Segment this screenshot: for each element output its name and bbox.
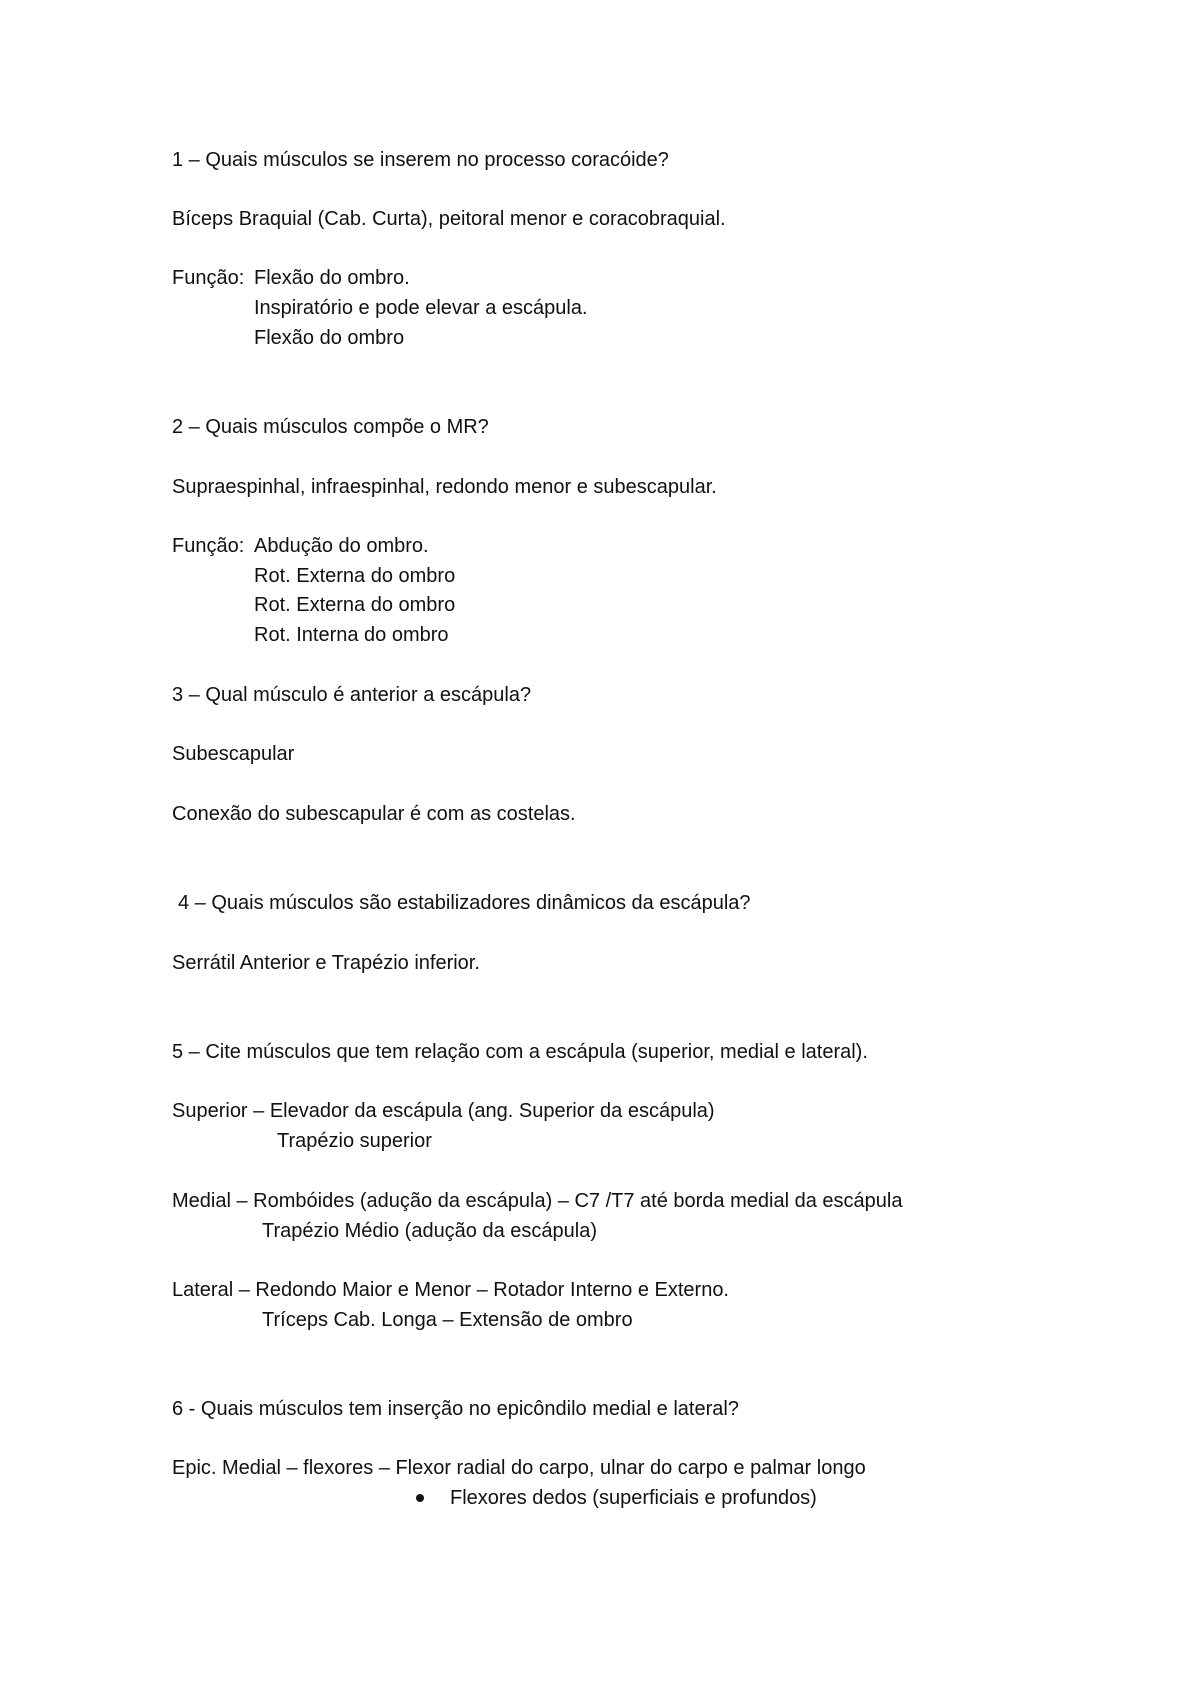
answer-2: Supraespinhal, infraespinhal, redondo menor e subescapular. [172,476,717,498]
function-2-line-2: Rot. Externa do ombro [254,565,456,587]
function-label-1: Função: [172,267,245,289]
question-6: 6 - Quais músculos tem inserção no epicôndilo medial e lateral? [172,1398,739,1420]
medial-line-1: Medial – Rombóides (adução da escápula) – C7 /T7 até borda medial da escápula [172,1190,903,1212]
function-1-line-1: Flexão do ombro. [254,267,410,289]
function-label-2: Função: [172,535,245,557]
bullet-icon [416,1494,424,1502]
answer-6: Epic. Medial – flexores – Flexor radial do carpo, ulnar do carpo e palmar longo [172,1457,866,1479]
medial-line-2: Trapézio Médio (adução da escápula) [262,1220,598,1242]
superior-line-1: Superior – Elevador da escápula (ang. Superior da escápula) [172,1100,715,1122]
function-2-line-4: Rot. Interna do ombro [254,624,449,646]
question-1: 1 – Quais músculos se inserem no processo coracóide? [172,149,669,171]
question-4: 4 – Quais músculos são estabilizadores dinâmicos da escápula? [178,892,751,914]
function-1-line-3: Flexão do ombro [254,327,405,349]
question-2: 2 – Quais músculos compõe o MR? [172,416,489,438]
answer-3: Subescapular [172,743,295,765]
question-5: 5 – Cite músculos que tem relação com a escápula (superior, medial e lateral). [172,1041,868,1063]
bullet-item: Flexores dedos (superficiais e profundos) [450,1487,817,1509]
note-3: Conexão do subescapular é com as costelas. [172,803,576,825]
function-1-line-2: Inspiratório e pode elevar a escápula. [254,297,588,319]
superior-line-2: Trapézio superior [277,1130,432,1152]
function-2-line-1: Abdução do ombro. [254,535,429,557]
question-3: 3 – Qual músculo é anterior a escápula? [172,684,532,706]
answer-4: Serrátil Anterior e Trapézio inferior. [172,952,480,974]
function-2-line-3: Rot. Externa do ombro [254,594,456,616]
answer-1: Bíceps Braquial (Cab. Curta), peitoral menor e coracobraquial. [172,208,726,230]
lateral-line-1: Lateral – Redondo Maior e Menor – Rotador Interno e Externo. [172,1279,729,1301]
lateral-line-2: Tríceps Cab. Longa – Extensão de ombro [262,1309,633,1331]
